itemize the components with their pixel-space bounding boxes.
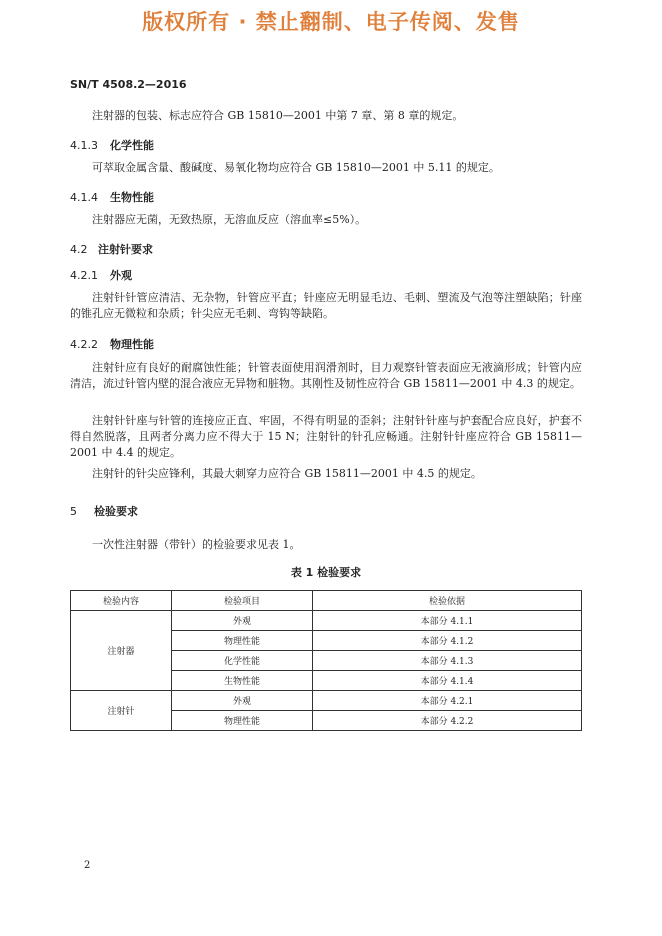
cell-basis: 本部分 4.2.2: [313, 711, 582, 731]
section-title: 检验要求: [94, 505, 138, 518]
paragraph-needle-physical-3: 注射针的针尖应锋利，其最大刺穿力应符合 GB 15811—2001 中 4.5 的规定。: [92, 467, 482, 480]
cell-basis: 本部分 4.1.1: [313, 611, 582, 631]
section-title: 注射针要求: [98, 243, 153, 256]
cell-basis: 本部分 4.1.4: [313, 671, 582, 691]
paragraph-chemical: 可萃取金属含量、酸碱度、易氧化物均应符合 GB 15810—2001 中 5.11 的规定。: [92, 161, 500, 174]
standard-code: SN/T 4508.2—2016: [70, 78, 187, 91]
cell-item: 化学性能: [172, 651, 313, 671]
section-number: 5: [70, 505, 77, 518]
header-inspection-basis: 检验依据: [313, 591, 582, 611]
heading-4-2: [70, 241, 153, 257]
copyright-watermark: 版权所有 · 禁止翻制、电子传阅、发售: [142, 10, 520, 34]
inspection-table: [70, 590, 582, 731]
section-number: 4.2: [70, 243, 88, 256]
paragraph-packaging: 注射器的包装、标志应符合 GB 15810—2001 中第 7 章、第 8 章的规定。: [92, 109, 464, 122]
paragraph-inspection: 一次性注射器（带针）的检验要求见表 1。: [92, 538, 301, 551]
cell-basis: 本部分 4.2.1: [313, 691, 582, 711]
paragraph-needle-physical-1: 注射针应有良好的耐腐蚀性能；针管表面使用润滑剂时，目力观察针管表面应无液滴形成；针管内应清洁，流过针管内壁的混合液应无异物和脏物。其刚性及韧性应符合 GB 15811—2001 中 4.3 的规定。: [70, 361, 582, 390]
section-title: 外观: [110, 269, 132, 282]
cell-item: 物理性能: [172, 711, 313, 731]
section-title: 物理性能: [110, 338, 154, 351]
section-number: 4.1.4: [70, 191, 98, 204]
heading-4-2-1: [70, 267, 132, 283]
group-needle: 注射针: [71, 691, 172, 731]
heading-4-1-4: [70, 189, 154, 205]
page-number: 2: [84, 860, 91, 871]
cell-item: 物理性能: [172, 631, 313, 651]
cell-item: 生物性能: [172, 671, 313, 691]
group-syringe: 注射器: [71, 611, 172, 691]
paragraph-biological: 注射器应无菌，无致热原，无溶血反应（溶血率≤5%）。: [92, 213, 367, 226]
section-number: 4.2.2: [70, 338, 98, 351]
paragraph-needle-appearance: 注射针针管应清洁、无杂物，针管应平直；针座应无明显毛边、毛刺、塑流及气泡等注塑缺陷；针座的锥孔应无微粒和杂质；针尖应无毛刺、弯钩等缺陷。: [70, 291, 582, 320]
section-title: 化学性能: [110, 139, 154, 152]
header-inspection-content: 检验内容: [71, 591, 172, 611]
table-header-row: [71, 591, 582, 611]
paragraph-needle-physical-2: 注射针针座与针管的连接应正直、牢固，不得有明显的歪斜；注射针针座与护套配合应良好，护套不得自然脱落，且两者分离力应不得大于 15 N；注射针的针孔应畅通。注射针针座应符合 GB 15811—2001 中 4.4 的规定。: [70, 414, 582, 459]
section-title: 生物性能: [110, 191, 154, 204]
table-row: [71, 691, 582, 711]
table-row: [71, 611, 582, 631]
heading-4-1-3: [70, 137, 154, 153]
cell-basis: 本部分 4.1.2: [313, 631, 582, 651]
cell-item: 外观: [172, 611, 313, 631]
table-title: 表 1 检验要求: [290, 566, 362, 579]
heading-4-2-2: [70, 336, 154, 352]
cell-basis: 本部分 4.1.3: [313, 651, 582, 671]
section-number: 4.1.3: [70, 139, 98, 152]
section-number: 4.2.1: [70, 269, 98, 282]
header-inspection-item: 检验项目: [172, 591, 313, 611]
heading-5: [70, 503, 138, 519]
cell-item: 外观: [172, 691, 313, 711]
